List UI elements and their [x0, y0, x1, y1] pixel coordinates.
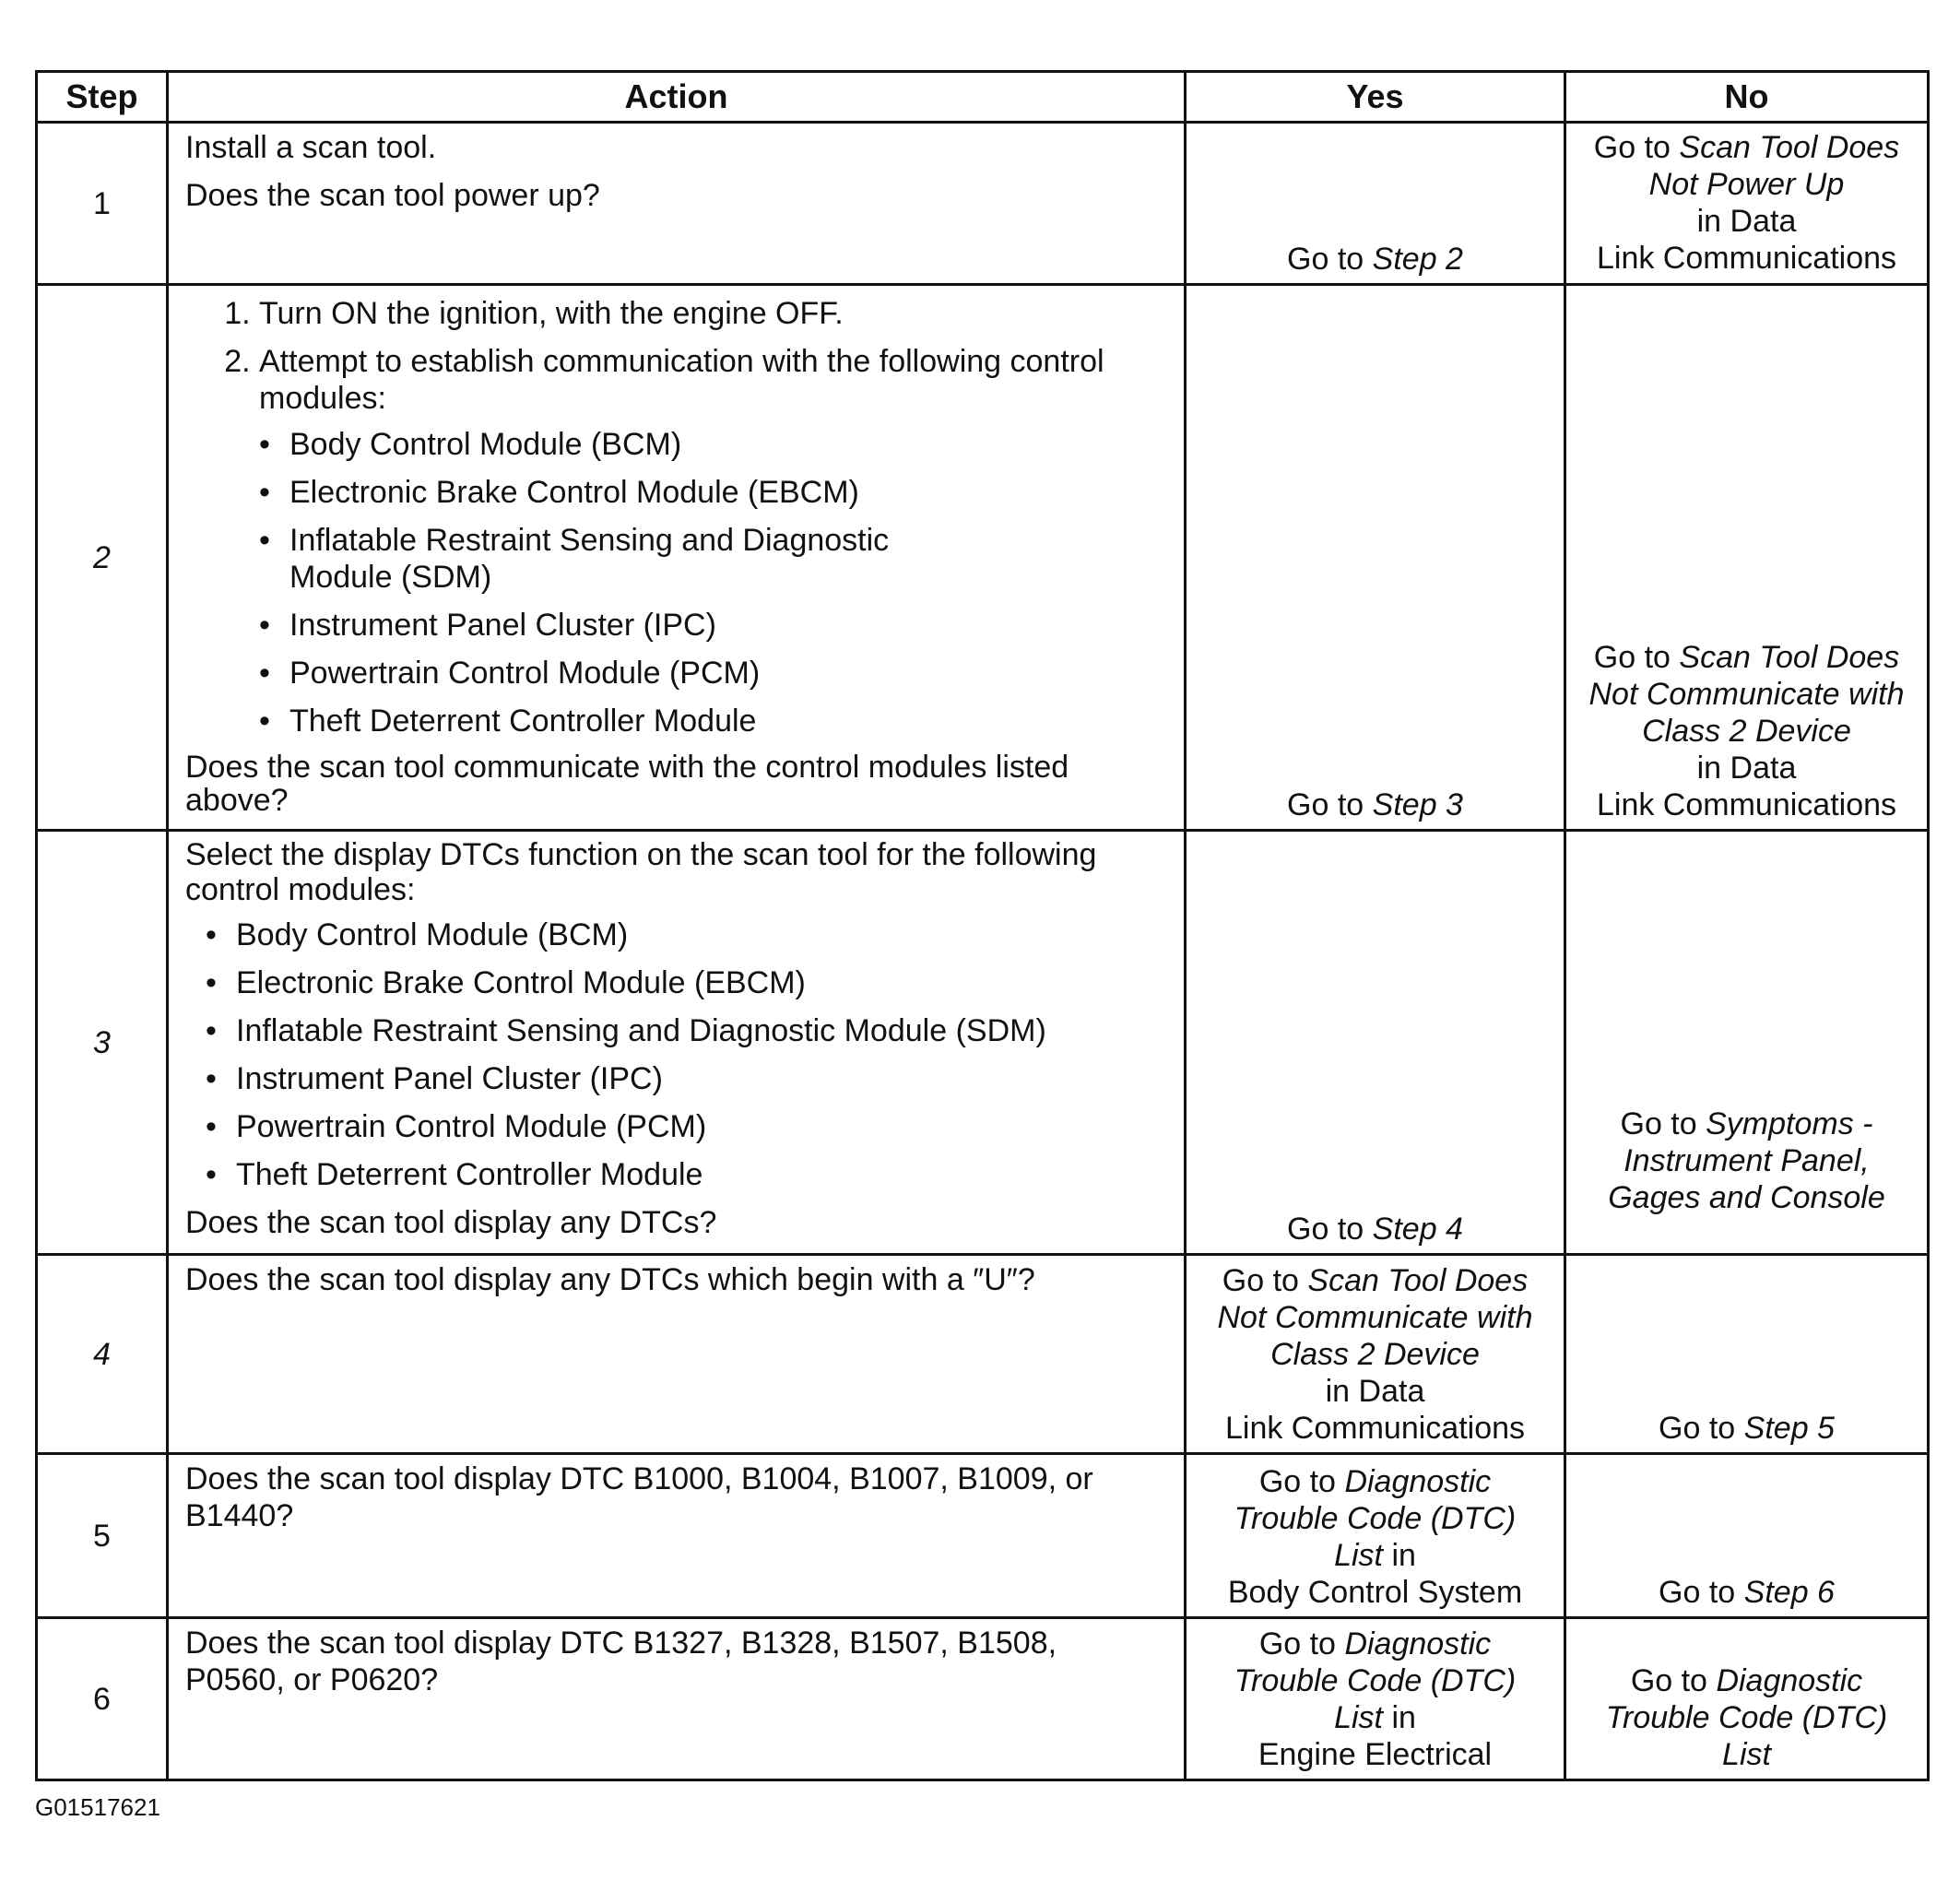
step-number: 5	[37, 1454, 168, 1618]
module-item: • Powertrain Control Module (PCM)	[206, 1108, 1167, 1145]
header-yes: Yes	[1186, 72, 1565, 123]
action-question: Does the scan tool display DTC B1327, B1328, B1507, B1508, P0560, or P0620?	[185, 1626, 1057, 1697]
no-cell	[1565, 1255, 1929, 1454]
no-ref-link[interactable]: Gages and Console	[1608, 1180, 1885, 1215]
no-step-link[interactable]: Step 5	[1743, 1411, 1835, 1446]
action-cell	[168, 1255, 1186, 1454]
yes-prefix: Go to	[1258, 1626, 1336, 1661]
no-prefix: Go to	[1659, 1411, 1736, 1446]
yes-ref-link[interactable]: Diagnostic	[1344, 1626, 1492, 1661]
yes-ref-link[interactable]: List	[1334, 1538, 1383, 1573]
procedure-step-text: Attempt to establish communication with the following control modules:	[259, 344, 1104, 416]
yes-suffix: in Data	[1325, 1374, 1425, 1409]
step-number: 3	[37, 831, 168, 1255]
no-ref-link[interactable]: Class 2 Device	[1642, 714, 1851, 749]
no-ref-link[interactable]: Diagnostic	[1716, 1663, 1863, 1698]
yes-cell	[1186, 1255, 1565, 1454]
module-item: • Body Control Module (BCM)	[206, 916, 1167, 953]
yes-prefix: Go to	[1287, 242, 1364, 277]
yes-step-link[interactable]: Step 3	[1372, 787, 1463, 822]
procedure-step: 1. Turn ON the ignition, with the engine OFF.	[259, 295, 1167, 332]
no-cell	[1565, 831, 1929, 1255]
yes-ref-link[interactable]: Trouble Code (DTC)	[1234, 1663, 1517, 1698]
module-item: • Theft Deterrent Controller Module	[206, 1156, 1167, 1193]
header-step: Step	[37, 72, 168, 123]
module-item: • Instrument Panel Cluster (IPC)	[206, 1060, 1167, 1097]
no-suffix: in Data	[1696, 751, 1797, 786]
yes-ref-link[interactable]: List	[1334, 1700, 1383, 1735]
action-question: Does the scan tool display any DTCs which begin with a ″U″?	[185, 1262, 1035, 1297]
module-list	[259, 426, 1167, 739]
module-item: • Inflatable Restraint Sensing and Diagnostic Module (SDM)	[259, 522, 916, 596]
action-text: Install a scan tool.	[185, 130, 437, 165]
table-row	[37, 285, 1929, 831]
yes-step-link[interactable]: Step 4	[1372, 1212, 1463, 1247]
header-row	[37, 72, 1929, 123]
table-row	[37, 123, 1929, 285]
yes-step-link[interactable]: Step 2	[1372, 242, 1463, 277]
no-prefix: Go to	[1620, 1106, 1697, 1141]
action-cell	[168, 1454, 1186, 1618]
no-ref-link[interactable]: Not Communicate with	[1588, 677, 1905, 712]
no-ref-link[interactable]: List	[1722, 1737, 1771, 1772]
no-prefix: Go to	[1659, 1575, 1736, 1610]
figure-id: G01517621	[35, 1793, 160, 1821]
no-suffix: Link Communications	[1596, 787, 1897, 822]
table-row	[37, 1255, 1929, 1454]
step-number: 2	[37, 285, 168, 831]
action-question: Does the scan tool communicate with the control modules listed above?	[185, 750, 1069, 818]
no-prefix: Go to	[1630, 1663, 1707, 1698]
yes-suffix: Link Communications	[1224, 1411, 1526, 1446]
header-no: No	[1565, 72, 1929, 123]
no-cell	[1565, 285, 1929, 831]
no-ref-link[interactable]: Scan Tool Does	[1679, 640, 1900, 675]
no-cell	[1565, 123, 1929, 285]
table-row	[37, 1454, 1929, 1618]
action-cell	[168, 123, 1186, 285]
yes-ref-link[interactable]: Class 2 Device	[1270, 1337, 1480, 1372]
yes-suffix: Body Control System	[1227, 1575, 1523, 1610]
no-ref-link[interactable]: Symptoms -	[1706, 1106, 1873, 1141]
module-item: • Inflatable Restraint Sensing and Diagnostic Module (SDM)	[206, 1012, 1167, 1049]
yes-in: in	[1391, 1538, 1416, 1573]
procedure-steps	[185, 295, 1167, 739]
no-suffix: in Data	[1696, 204, 1797, 239]
yes-prefix: Go to	[1222, 1263, 1299, 1298]
yes-prefix: Go to	[1287, 787, 1364, 822]
yes-ref-link[interactable]: Scan Tool Does	[1307, 1263, 1529, 1298]
module-list	[206, 916, 1167, 1193]
module-item: • Electronic Brake Control Module (EBCM)	[259, 474, 1167, 511]
no-ref-link[interactable]: Trouble Code (DTC)	[1605, 1700, 1888, 1735]
yes-ref-link[interactable]: Diagnostic	[1344, 1464, 1492, 1499]
action-cell	[168, 1618, 1186, 1780]
yes-cell	[1186, 831, 1565, 1255]
step-number: 4	[37, 1255, 168, 1454]
action-cell	[168, 831, 1186, 1255]
module-item: • Instrument Panel Cluster (IPC)	[259, 607, 1167, 644]
no-prefix: Go to	[1593, 640, 1671, 675]
yes-ref-link[interactable]: Trouble Code (DTC)	[1234, 1501, 1517, 1536]
action-cell	[168, 285, 1186, 831]
step-number: 1	[37, 123, 168, 285]
yes-prefix: Go to	[1287, 1212, 1364, 1247]
step-number: 6	[37, 1618, 168, 1780]
no-ref-link[interactable]: Scan Tool Does	[1679, 130, 1900, 165]
module-item: • Theft Deterrent Controller Module	[259, 703, 1167, 739]
action-intro: Select the display DTCs function on the scan tool for the following control modules:	[185, 837, 1097, 907]
action-question: Does the scan tool display DTC B1000, B1004, B1007, B1009, or B1440?	[185, 1461, 1093, 1533]
yes-suffix: Engine Electrical	[1257, 1737, 1493, 1772]
no-suffix: Link Communications	[1596, 241, 1897, 276]
yes-in: in	[1391, 1700, 1416, 1735]
yes-prefix: Go to	[1258, 1464, 1336, 1499]
diagnostic-table	[35, 70, 1930, 1781]
action-question: Does the scan tool power up?	[185, 178, 600, 213]
yes-ref-link[interactable]: Not Communicate with	[1217, 1300, 1533, 1335]
module-item: • Body Control Module (BCM)	[259, 426, 1167, 463]
table-row	[37, 1618, 1929, 1780]
table-row	[37, 831, 1929, 1255]
no-prefix: Go to	[1593, 130, 1671, 165]
yes-cell	[1186, 1618, 1565, 1780]
module-item: • Electronic Brake Control Module (EBCM)	[206, 964, 1167, 1001]
no-cell	[1565, 1454, 1929, 1618]
yes-cell	[1186, 1454, 1565, 1618]
header-action: Action	[168, 72, 1186, 123]
no-cell	[1565, 1618, 1929, 1780]
yes-cell	[1186, 123, 1565, 285]
module-item: • Powertrain Control Module (PCM)	[259, 655, 1167, 692]
yes-cell	[1186, 285, 1565, 831]
no-step-link[interactable]: Step 6	[1743, 1575, 1835, 1610]
action-question: Does the scan tool display any DTCs?	[185, 1205, 717, 1240]
procedure-step	[259, 343, 1167, 739]
no-ref-link[interactable]: Not Power Up	[1648, 167, 1845, 202]
no-ref-link[interactable]: Instrument Panel,	[1623, 1143, 1870, 1178]
